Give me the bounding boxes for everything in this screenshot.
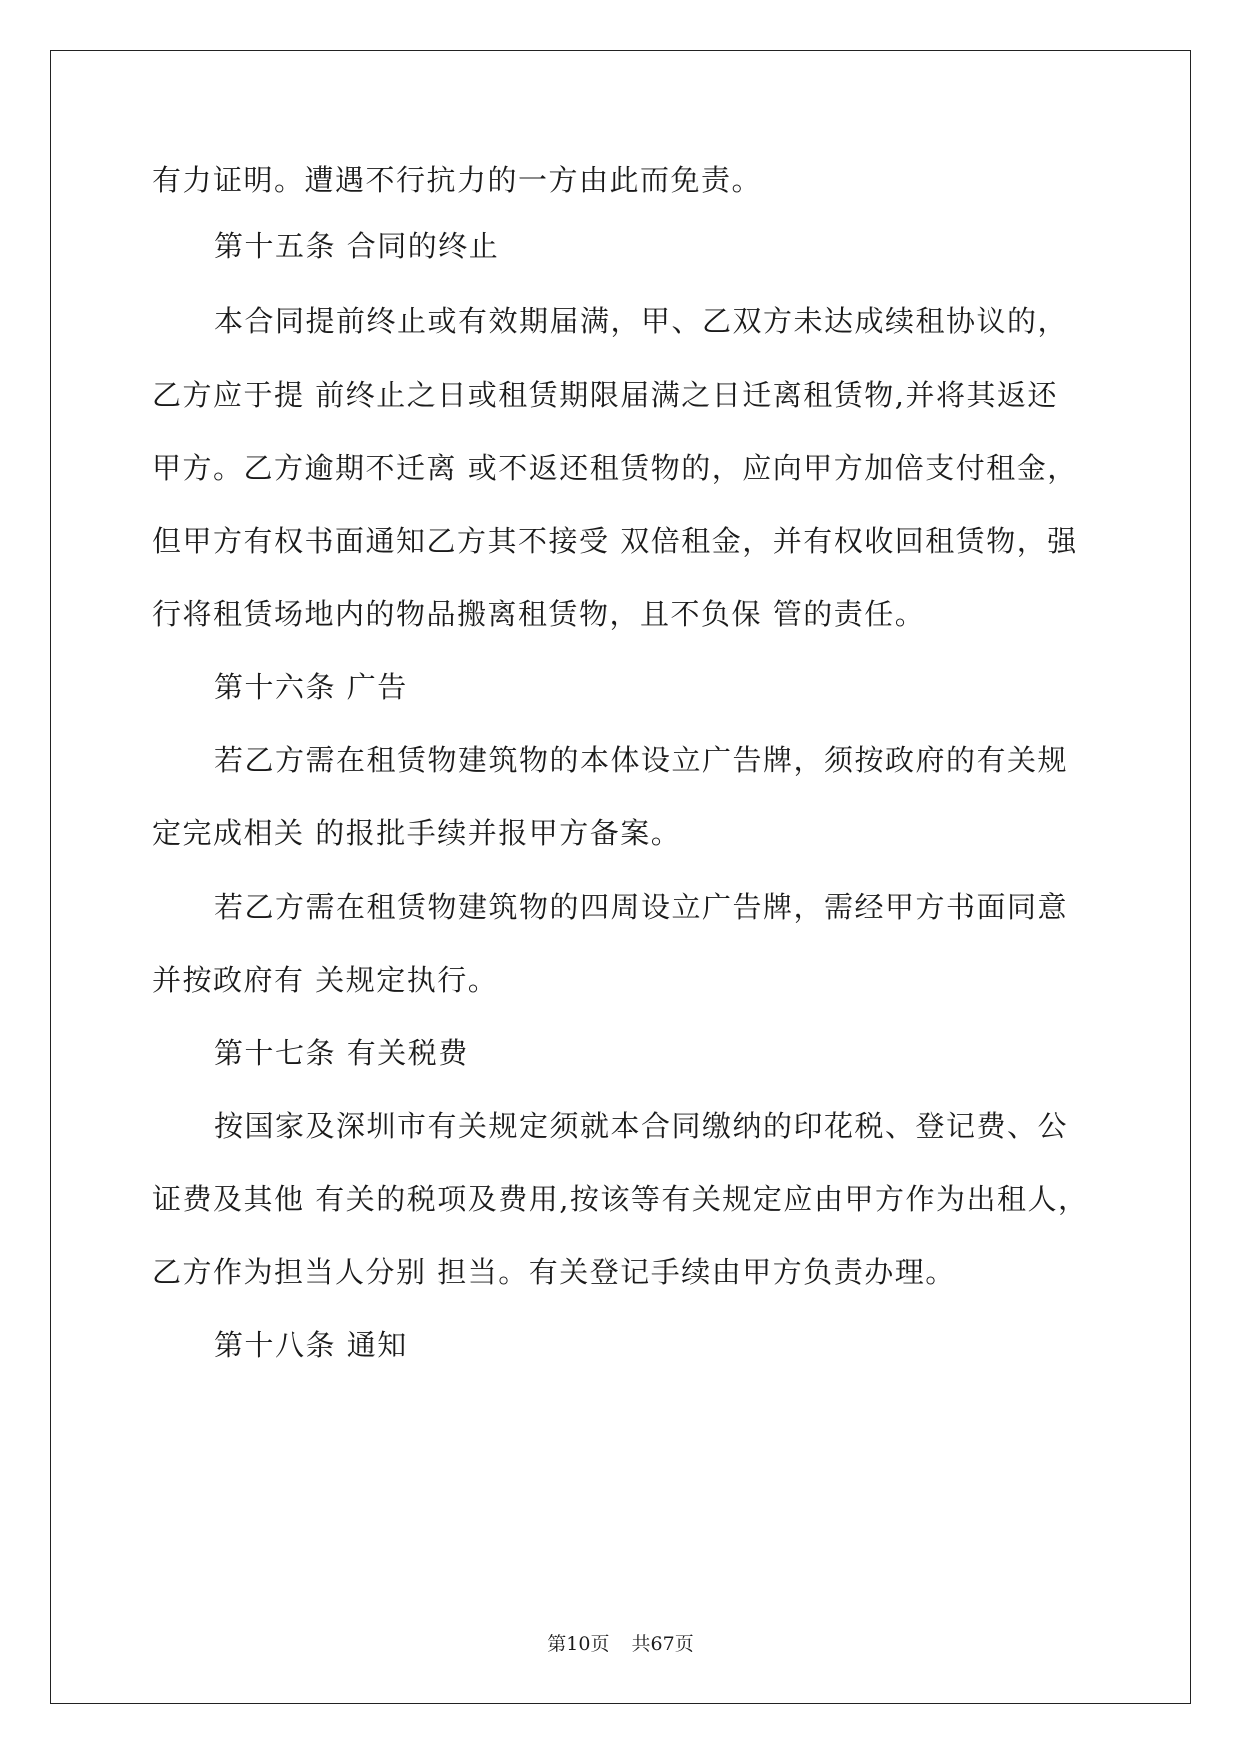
text-line: 定完成相关 的报批手续并报甲方备案。 <box>152 816 682 850</box>
text-line: 但甲方有权书面通知乙方其不接受 双倍租金，并有权收回租赁物，强 <box>152 524 1078 558</box>
section-heading-16: 第十六条 广告 <box>214 670 408 704</box>
section-heading-15: 第十五条 合同的终止 <box>214 229 500 263</box>
page-footer <box>0 1632 1241 1656</box>
text-line: 若乙方需在租赁物建筑物的四周设立广告牌，需经甲方书面同意 <box>214 890 1069 924</box>
text-line: 并按政府有 关规定执行。 <box>152 963 499 997</box>
page-number: 第10页 <box>547 1633 610 1655</box>
text-line: 乙方应于提 前终止之日或租赁期限届满之日迁离租赁物,并将其返还 <box>152 378 1058 412</box>
text-line: 若乙方需在租赁物建筑物的本体设立广告牌，须按政府的有关规 <box>214 743 1069 777</box>
text-line: 按国家及深圳市有关规定须就本合同缴纳的印花税、登记费、公 <box>214 1109 1069 1143</box>
text-line: 本合同提前终止或有效期届满，甲、乙双方未达成续租协议的， <box>214 304 1069 338</box>
page-total: 共67页 <box>631 1633 694 1655</box>
section-heading-17: 第十七条 有关税费 <box>214 1036 469 1070</box>
text-line: 行将租赁场地内的物品搬离租赁物，且不负保 管的责任。 <box>152 597 926 631</box>
section-heading-18: 第十八条 通知 <box>214 1328 408 1362</box>
text-line: 证费及其他 有关的税项及费用,按该等有关规定应由甲方作为出租人， <box>152 1182 1089 1216</box>
text-line: 乙方作为担当人分别 担当。有关登记手续由甲方负责办理。 <box>152 1255 956 1289</box>
text-line: 有力证明。遭遇不行抗力的一方由此而免责。 <box>152 163 763 197</box>
text-line: 甲方。乙方逾期不迁离 或不返还租赁物的，应向甲方加倍支付租金， <box>152 451 1078 485</box>
page-border <box>50 50 1191 1704</box>
